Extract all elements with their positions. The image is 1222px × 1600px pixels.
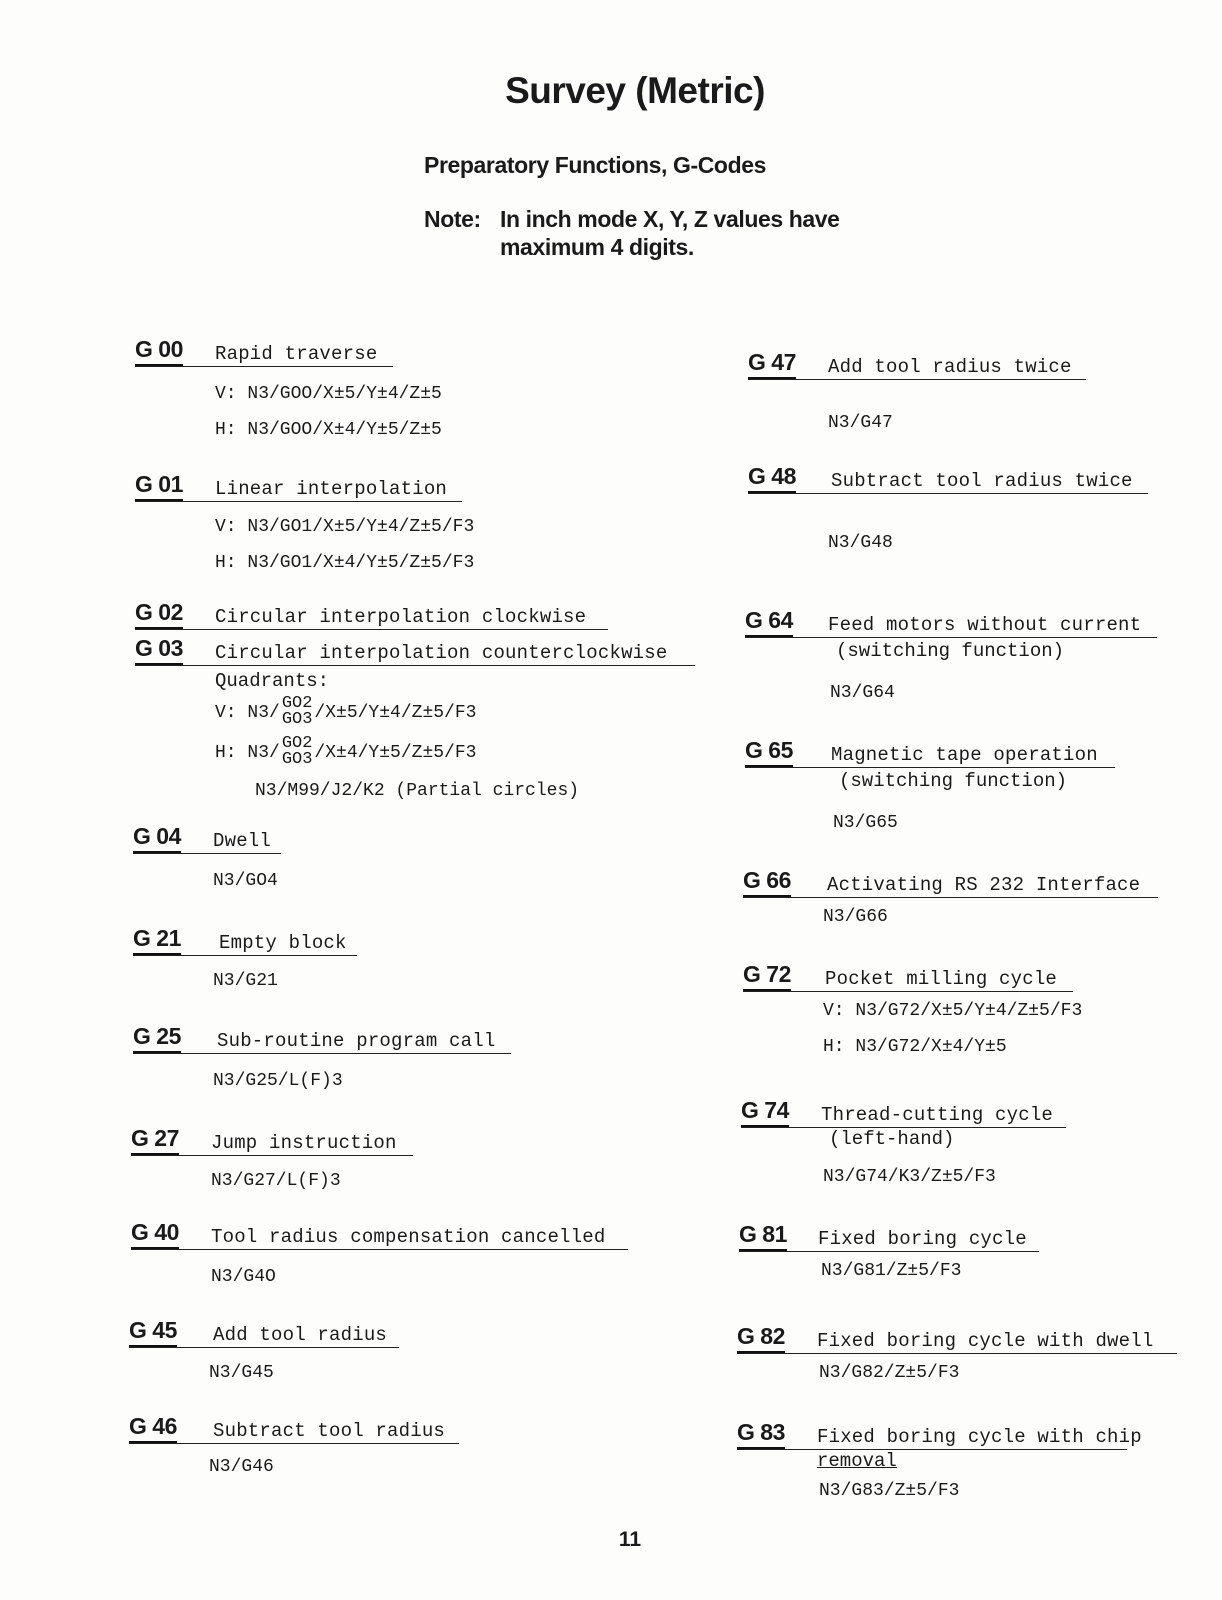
gcode-subtitle: (switching function): [836, 640, 1065, 662]
gcode-header: [748, 463, 1133, 492]
gcode-g01: [135, 472, 474, 574]
syntax-line-h: H: N3/GO1/X±4/Y±5/Z±5/F3: [215, 553, 475, 573]
syntax-line: N3/G48: [828, 533, 893, 553]
gcode-g04: [133, 824, 278, 892]
gcode-title: Fixed boring cycle: [818, 1228, 1027, 1250]
gcode-title: Fixed boring cycle with dwell: [817, 1330, 1154, 1352]
gcode-g83: [737, 1419, 1142, 1502]
gcode-g25: [133, 1023, 496, 1092]
gcode-header: [745, 607, 1142, 636]
gcode-header: [129, 1317, 388, 1346]
gcode-label: G 74: [741, 1097, 789, 1123]
gcode-g21: [133, 925, 347, 992]
gcode-title: Rapid traverse: [215, 343, 378, 365]
syntax-line: N3/G83/Z±5/F3: [819, 1481, 960, 1501]
rest: /X±4/Y±5/Z±5/F3: [314, 742, 477, 763]
gcode-subtitle: (left-hand): [829, 1128, 955, 1150]
gcode-label: G 40: [131, 1219, 179, 1245]
syntax-line-v: V: N3/GOO/X±5/Y±4/Z±5: [215, 384, 442, 404]
page-title: Survey (Metric): [505, 70, 765, 111]
gcode-g81: [739, 1221, 1027, 1282]
syntax-line: N3/G25/L(F)3: [213, 1071, 343, 1091]
gcode-header: [135, 337, 442, 365]
gcode-label: G 64: [745, 607, 793, 633]
gcode-g82: [737, 1323, 1154, 1384]
gcode-title: Add tool radius twice: [828, 356, 1072, 378]
frac-bottom: GO3: [281, 710, 313, 729]
gcode-g00: [135, 337, 442, 441]
gcode-title: Linear interpolation: [215, 478, 448, 500]
gcode-title: Fixed boring cycle with chip: [817, 1426, 1142, 1448]
gcode-header: [743, 962, 1082, 990]
syntax-line: N3/GO4: [213, 871, 278, 891]
gcode-label: G 82: [737, 1323, 785, 1349]
page-number: 11: [618, 1528, 642, 1551]
syntax-line-h: [135, 736, 579, 768]
syntax-line: N3/G47: [828, 413, 893, 433]
frac-top: GO2: [281, 694, 313, 713]
gcode-g47: [748, 349, 1072, 434]
gcode-g45: [129, 1317, 388, 1384]
syntax-line: N3/G46: [209, 1457, 274, 1477]
gcode-title: Jump instruction: [211, 1132, 397, 1154]
syntax-line: N3/G81/Z±5/F3: [821, 1261, 962, 1281]
quadrants-label: Quadrants:: [215, 670, 330, 692]
gcode-label: G 66: [743, 867, 791, 893]
gcode-label: G 72: [743, 961, 791, 987]
fraction: [282, 736, 313, 768]
gcode-header: [133, 824, 278, 852]
gcode-title: Activating RS 232 Interface: [827, 874, 1141, 896]
gcode-title: Thread-cutting cycle: [821, 1104, 1054, 1126]
page-subtitle: Preparatory Functions, G-Codes: [424, 152, 767, 178]
gcode-label: G 83: [737, 1419, 785, 1445]
frac-top: GO2: [281, 734, 313, 753]
syntax-line: N3/G65: [833, 813, 898, 833]
gcode-label: G 81: [739, 1221, 787, 1247]
gcode-header: [135, 472, 474, 500]
gcode-title: Feed motors without current: [828, 614, 1142, 636]
gcode-title: Circular interpolation counterclockwise: [215, 642, 668, 664]
gcode-label: G 47: [748, 349, 796, 375]
gcode-title: Pocket milling cycle: [825, 968, 1058, 990]
syntax-line: N3/G82/Z±5/F3: [819, 1363, 960, 1383]
syntax-line: N3/G4O: [211, 1267, 276, 1287]
gcode-header: [748, 349, 1072, 378]
gcode-header: [133, 1023, 496, 1052]
gcode-header: [745, 737, 1098, 766]
gcode-label: G 02: [135, 599, 183, 625]
prefix: V: N3/: [215, 702, 280, 723]
gcode-header: [741, 1097, 1054, 1126]
gcode-header: [737, 1419, 1142, 1448]
gcode-title: Subtract tool radius: [213, 1420, 446, 1442]
gcode-header: [131, 1125, 397, 1154]
gcode-title: Dwell: [213, 830, 272, 852]
note-label: Note:: [424, 206, 481, 232]
gcode-title: Empty block: [219, 932, 347, 954]
gcode-header: [135, 635, 668, 664]
syntax-line-v: [135, 696, 579, 728]
gcode-g66: [743, 867, 1141, 928]
gcode-g40: [131, 1219, 606, 1288]
gcode-g03: [135, 635, 668, 802]
syntax-line-v: V: N3/G72/X±5/Y±4/Z±5/F3: [823, 1001, 1083, 1021]
gcode-label: G 00: [135, 336, 183, 362]
gcode-label: G 21: [133, 925, 181, 951]
gcode-g64: [745, 607, 1142, 704]
gcode-label: G 27: [131, 1125, 179, 1151]
gcode-label: G 04: [133, 823, 181, 849]
gcode-label: G 01: [135, 471, 183, 497]
gcode-header: [739, 1221, 1027, 1250]
gcode-g65: [745, 737, 1098, 834]
gcode-g74: [741, 1097, 1054, 1188]
gcode-label: G 03: [135, 635, 183, 661]
syntax-line: N3/G64: [830, 683, 895, 703]
fraction: [282, 696, 313, 728]
syntax-line-h: H: N3/G72/X±4/Y±5: [823, 1037, 1007, 1057]
gcode-label: G 65: [745, 737, 793, 763]
gcode-title: Magnetic tape operation: [831, 744, 1098, 766]
syntax-line: N3/G74/K3/Z±5/F3: [823, 1167, 996, 1187]
syntax-line: N3/G66: [823, 907, 888, 927]
gcode-label: G 25: [133, 1023, 181, 1049]
syntax-line: N3/G45: [209, 1363, 274, 1383]
gcode-g72: [743, 962, 1082, 1058]
prefix: H: N3/: [215, 742, 280, 763]
gcode-header: [743, 867, 1141, 896]
note-text: In inch mode X, Y, Z values have maximum 4 digits.: [500, 206, 840, 260]
gcode-g27: [131, 1125, 397, 1192]
gcode-subtitle: (switching function): [839, 770, 1068, 792]
gcode-title: Tool radius compensation cancelled: [211, 1226, 606, 1248]
syntax-line-h: H: N3/GOO/X±4/Y±5/Z±5: [215, 420, 442, 440]
gcode-g48: [748, 463, 1133, 554]
partial-circles-line: N3/M99/J2/K2 (Partial circles): [255, 781, 580, 801]
syntax-line-v: V: N3/GO1/X±5/Y±4/Z±5/F3: [215, 517, 475, 537]
gcode-title: Add tool radius: [213, 1324, 388, 1346]
gcode-header: [737, 1323, 1154, 1352]
syntax-line: N3/G21: [213, 971, 278, 991]
rest: /X±5/Y±4/Z±5/F3: [314, 702, 477, 723]
gcode-title: Sub-routine program call: [217, 1030, 496, 1052]
gcode-title: Subtract tool radius twice: [831, 470, 1133, 492]
gcode-header: [133, 925, 347, 954]
gcode-g46: [129, 1413, 446, 1478]
gcode-label: G 46: [129, 1413, 177, 1439]
gcode-label: G 45: [129, 1317, 177, 1343]
syntax-line: N3/G27/L(F)3: [211, 1171, 341, 1191]
gcode-header: [129, 1413, 446, 1442]
frac-bottom: GO3: [281, 750, 313, 769]
gcode-title: Circular interpolation clockwise: [215, 606, 587, 628]
gcode-header: [131, 1219, 606, 1248]
gcode-subtitle: removal: [817, 1450, 897, 1472]
gcode-label: G 48: [748, 463, 796, 489]
